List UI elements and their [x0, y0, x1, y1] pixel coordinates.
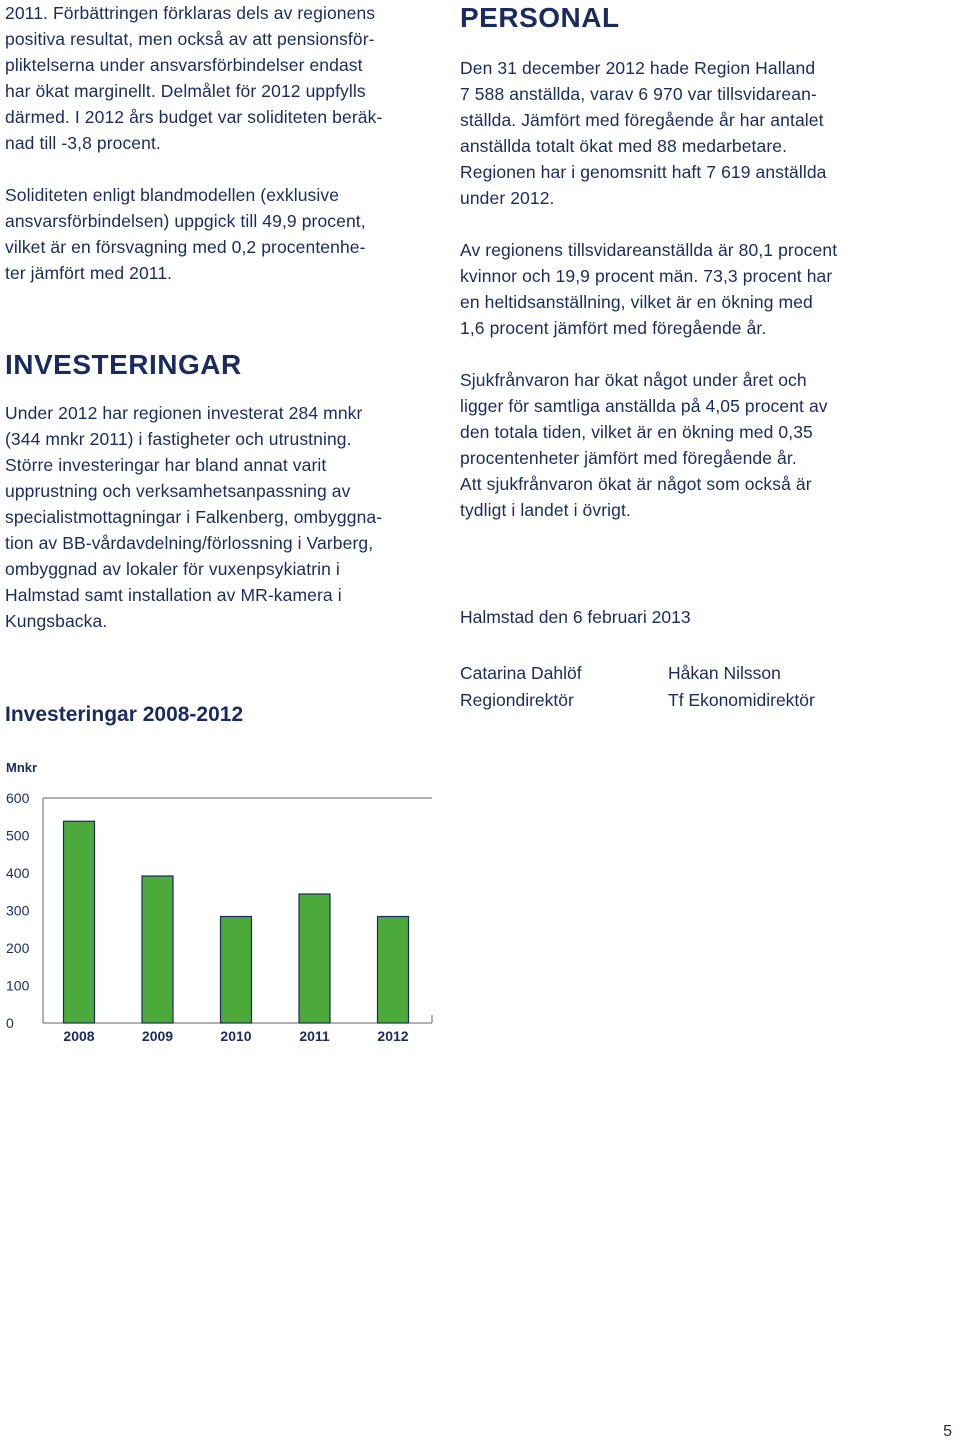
x-tick-label: 2008: [63, 1028, 95, 1044]
right-column: [460, 0, 900, 523]
left-column: [5, 0, 425, 634]
personal-heading: PERSONAL: [460, 2, 620, 33]
signature-name: Håkan Nilsson: [668, 663, 781, 683]
y-tick-label: 0: [6, 1015, 14, 1031]
personal-paragraph-3: Sjukfrånvaron har ökat något under året och ligger för samtliga anställda på 4,05 procent av den totala tiden, vilket är en ökning med 0,35 procentenheter jämfört med föregående år. Att sjukfrånvaron ökat är något som också är tydligt i landet i övrigt.: [460, 370, 828, 520]
y-tick-label: 200: [6, 940, 30, 956]
left-paragraph-1: 2011. Förbättringen förklaras dels av regionens positiva resultat, men också av att pensionsför- pliktelserna under ansvarsförbindelser endast har ökat marginellt. Delmålet för 2012 uppfylls därmed. I 2012 års budget var soliditeten beräk- nad till -3,8 procent.: [5, 3, 383, 153]
y-tick-label: 400: [6, 865, 30, 881]
personal-paragraph-1: Den 31 december 2012 hade Region Halland 7 588 anställda, varav 6 970 var tillsvidarean- ställda. Jämfört med föregående år har antalet anställda totalt ökat med 88 medarbetare. Regionen har i genomsnitt haft 7 619 anställda under 2012.: [460, 58, 827, 208]
x-tick-label: 2009: [141, 1028, 174, 1044]
y-tick-label: 600: [6, 790, 30, 806]
bar-2009: [142, 876, 173, 1023]
page-number: 5: [943, 1423, 952, 1440]
chart-bars: [64, 821, 409, 1023]
y-tick-label: 300: [6, 902, 30, 919]
place-date: Halmstad den 6 februari 2013: [460, 607, 691, 627]
left-paragraph-2: Soliditeten enligt blandmodellen (exklusive ansvarsförbindelsen) uppgick till 49,9 procent, vilket är en försvagning med 0,2 procentenhe- ter jämfört med 2011.: [5, 185, 366, 283]
y-tick-label: 500: [6, 827, 30, 844]
signature-name: Catarina Dahlöf: [460, 663, 582, 683]
chart-title: Investeringar 2008-2012: [5, 703, 244, 726]
signature-ekonomidirektor: [668, 660, 815, 714]
signature-title: Tf Ekonomidirektör: [668, 690, 815, 710]
y-tick-label: 100: [6, 977, 30, 994]
bar-2011: [299, 894, 330, 1023]
bar-2010: [221, 917, 252, 1024]
bar-2008: [64, 821, 95, 1023]
x-tick-label: 2010: [220, 1028, 252, 1044]
investeringar-text: Under 2012 har regionen investerat 284 mnkr (344 mnkr 2011) i fastigheter och utrustning. Större investeringar har bland annat varit upprustning och verksamhetsanpassning av specialistmottagningar i Falkenberg, ombyggna- tion av BB-vårdavdelning/förlossning i Varberg, ombyggnad av lokaler för vuxenpsykiatrin i Halmstad samt installation av MR-kamera i Kungsbacka.: [5, 403, 383, 631]
x-tick-label: 2012: [377, 1028, 409, 1044]
x-tick-labels: [63, 1028, 408, 1044]
signature-title: Regiondirektör: [460, 690, 574, 710]
y-tick-labels: [6, 790, 30, 1031]
bar-2012: [378, 917, 409, 1024]
signature-regiondirektor: [460, 660, 582, 714]
investment-bar-chart: [0, 750, 440, 1050]
x-tick-label: 2011: [299, 1028, 330, 1044]
investeringar-heading: INVESTERINGAR: [5, 349, 242, 380]
personal-paragraph-2: Av regionens tillsvidareanställda är 80,1 procent kvinnor och 19,9 procent män. 73,3 procent har en heltidsanställning, vilket är en ökning med 1,6 procent jämfört med föregående år.: [460, 240, 838, 338]
y-axis-label: Mnkr: [6, 760, 38, 775]
